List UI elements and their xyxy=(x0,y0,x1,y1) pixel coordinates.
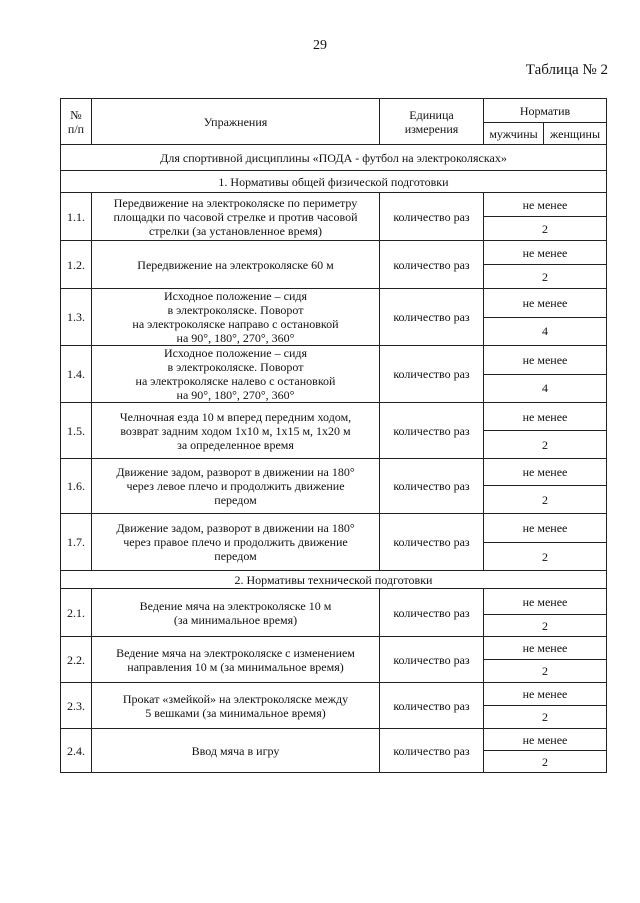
section-row xyxy=(61,171,607,193)
table-row xyxy=(61,193,607,217)
row-norm-label: не менее xyxy=(484,346,607,375)
row-norm-value: 2 xyxy=(484,543,607,571)
discipline-row xyxy=(61,145,607,171)
row-unit: количество раз xyxy=(380,514,484,571)
row-norm-label: не менее xyxy=(484,514,607,543)
table-row xyxy=(61,683,607,706)
row-exercise: Движение задом, разворот в движении на 180° через правое плечо и продолжить движение передом xyxy=(92,514,380,571)
row-number: 1.6. xyxy=(61,459,92,514)
table-row xyxy=(61,289,607,318)
row-number: 1.7. xyxy=(61,514,92,571)
row-exercise: Передвижение на электроколяске 60 м xyxy=(92,241,380,289)
table-row xyxy=(61,459,607,486)
row-norm-label: не менее xyxy=(484,289,607,318)
row-norm-value: 2 xyxy=(484,751,607,773)
table-row xyxy=(61,241,607,265)
row-exercise: Исходное положение – сидя в электроколяске. Поворот на электроколяске направо с остановкой на 90°, 180°, 270°, 360° xyxy=(92,289,380,346)
row-norm-label: не менее xyxy=(484,403,607,431)
row-exercise: Передвижение на электроколяске по периметру площадки по часовой стрелке и против часовой стрелки (за установленное время) xyxy=(92,193,380,241)
row-exercise: Исходное положение – сидя в электроколяске. Поворот на электроколяске налево с остановкой на 90°, 180°, 270°, 360° xyxy=(92,346,380,403)
row-norm-value: 2 xyxy=(484,706,607,729)
header-row xyxy=(61,99,607,123)
page-number: 29 xyxy=(313,38,327,53)
header-women: женщины xyxy=(544,123,607,145)
row-unit: количество раз xyxy=(380,403,484,459)
row-unit: количество раз xyxy=(380,346,484,403)
header-norm: Норматив xyxy=(484,99,607,123)
row-exercise: Ведение мяча на электроколяске с изменением направления 10 м (за минимальное время) xyxy=(92,637,380,683)
row-number: 2.4. xyxy=(61,729,92,773)
row-norm-value: 4 xyxy=(484,317,607,346)
row-unit: количество раз xyxy=(380,729,484,773)
row-norm-label: не менее xyxy=(484,683,607,706)
row-exercise: Прокат «змейкой» на электроколяске между 5 вешками (за минимальное время) xyxy=(92,683,380,729)
row-number: 1.1. xyxy=(61,193,92,241)
row-number: 2.2. xyxy=(61,637,92,683)
header-num: № п/п xyxy=(61,99,92,145)
row-norm-label: не менее xyxy=(484,459,607,486)
header-men: мужчины xyxy=(484,123,544,145)
row-exercise: Челночная езда 10 м вперед передним ходом, возврат задним ходом 1х10 м, 1х15 м, 1х20 м за определенное время xyxy=(92,403,380,459)
row-number: 1.3. xyxy=(61,289,92,346)
row-number: 2.3. xyxy=(61,683,92,729)
table-row xyxy=(61,514,607,543)
row-norm-label: не менее xyxy=(484,589,607,615)
row-exercise: Движение задом, разворот в движении на 180° через левое плечо и продолжить движение передом xyxy=(92,459,380,514)
section-row xyxy=(61,571,607,589)
norms-table xyxy=(60,98,607,773)
header-unit: Единица измерения xyxy=(380,99,484,145)
row-norm-value: 2 xyxy=(484,431,607,459)
row-exercise: Ведение мяча на электроколяске 10 м (за минимальное время) xyxy=(92,589,380,637)
row-norm-value: 2 xyxy=(484,265,607,289)
row-number: 1.4. xyxy=(61,346,92,403)
table-row xyxy=(61,346,607,375)
table-row xyxy=(61,589,607,615)
table-row xyxy=(61,403,607,431)
row-norm-label: не менее xyxy=(484,193,607,217)
row-number: 2.1. xyxy=(61,589,92,637)
row-unit: количество раз xyxy=(380,459,484,514)
row-unit: количество раз xyxy=(380,241,484,289)
row-unit: количество раз xyxy=(380,289,484,346)
row-norm-value: 4 xyxy=(484,374,607,403)
row-norm-value: 2 xyxy=(484,660,607,683)
section-title: 1. Нормативы общей физической подготовки xyxy=(61,171,607,193)
norms-table-body xyxy=(61,99,607,773)
row-norm-value: 2 xyxy=(484,217,607,241)
row-exercise: Ввод мяча в игру xyxy=(92,729,380,773)
row-unit: количество раз xyxy=(380,193,484,241)
row-norm-label: не менее xyxy=(484,729,607,751)
row-unit: количество раз xyxy=(380,589,484,637)
row-unit: количество раз xyxy=(380,683,484,729)
discipline-title: Для спортивной дисциплины «ПОДА - футбол на электроколясках» xyxy=(61,145,607,171)
row-norm-value: 2 xyxy=(484,486,607,514)
section-title: 2. Нормативы технической подготовки xyxy=(61,571,607,589)
row-norm-label: не менее xyxy=(484,637,607,660)
row-number: 1.2. xyxy=(61,241,92,289)
header-exercise: Упражнения xyxy=(92,99,380,145)
table-label: Таблица № 2 xyxy=(525,62,608,78)
table-row xyxy=(61,729,607,751)
row-unit: количество раз xyxy=(380,637,484,683)
row-norm-value: 2 xyxy=(484,615,607,637)
table-row xyxy=(61,637,607,660)
row-number: 1.5. xyxy=(61,403,92,459)
row-norm-label: не менее xyxy=(484,241,607,265)
